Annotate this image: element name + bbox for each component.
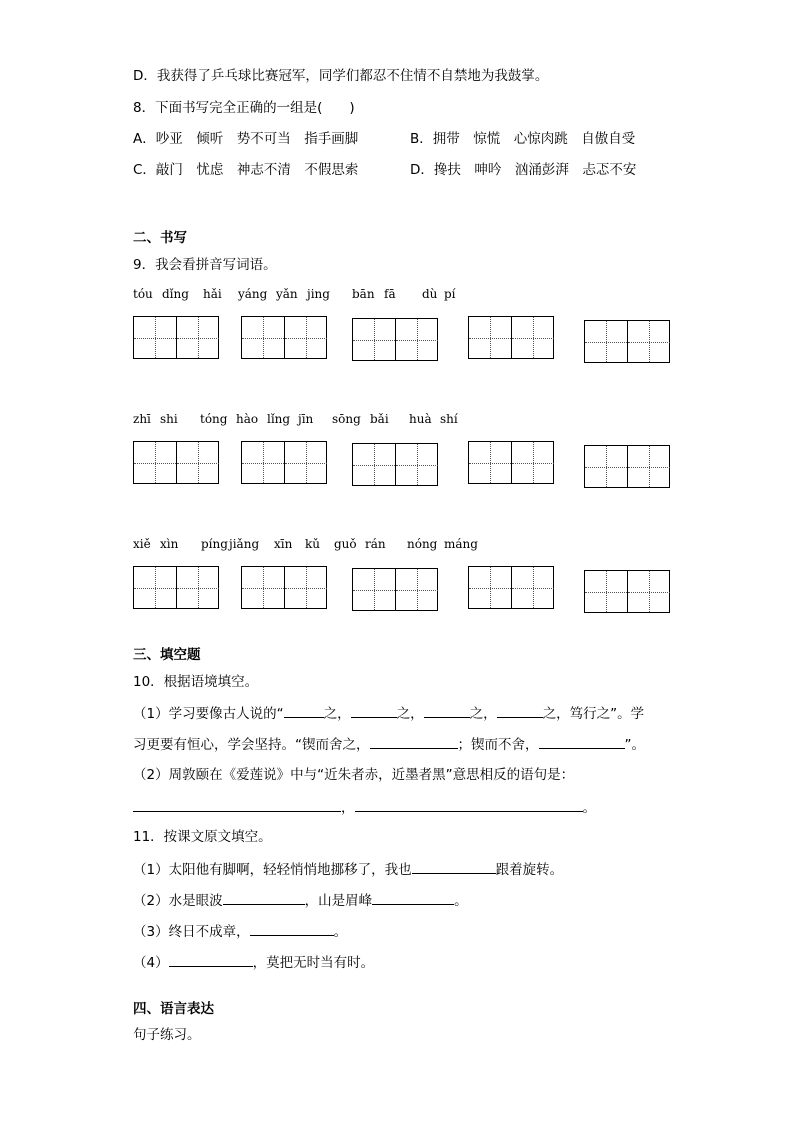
writing-grid[interactable] xyxy=(468,316,554,359)
answer-blank[interactable] xyxy=(412,859,496,874)
writing-grid[interactable] xyxy=(468,566,554,609)
pinyin: xiě xyxy=(133,537,151,551)
writing-grid[interactable] xyxy=(352,318,438,361)
pinyin: xīn xyxy=(274,537,293,551)
pinyin-row-3 xyxy=(133,537,693,555)
q10-1-text: ；锲而不舍， xyxy=(457,737,539,753)
answer-blank[interactable] xyxy=(351,703,397,718)
pinyin: jīn xyxy=(298,412,314,426)
q11-1 xyxy=(133,859,563,879)
answer-blank[interactable] xyxy=(250,921,334,936)
answer-blank[interactable] xyxy=(169,952,253,967)
q10-1-comma: ， xyxy=(410,706,424,722)
pinyin-row-1 xyxy=(133,287,693,305)
q8-option-c: C．敲门 忧虑 神志不清 不假思索 xyxy=(133,162,359,178)
pinyin: dù xyxy=(422,287,438,301)
pinyin: máng xyxy=(444,537,478,551)
q11-question: 11．按课文原文填空。 xyxy=(133,829,272,845)
pinyin: lǐng xyxy=(267,412,291,426)
pinyin: kǔ xyxy=(305,537,320,551)
q8-option-a: A．吵亚 倾听 势不可当 指手画脚 xyxy=(133,131,359,147)
writing-grid[interactable] xyxy=(133,566,219,609)
answer-blank[interactable] xyxy=(133,797,341,812)
q9-question: 9．我会看拼音写词语。 xyxy=(133,257,277,273)
q10-1-comma: ， xyxy=(483,706,497,722)
pinyin: huà xyxy=(409,412,432,426)
answer-blank[interactable] xyxy=(497,703,543,718)
q8-question: 8．下面书写完全正确的一组是( ) xyxy=(133,100,355,116)
q10-1-zhi: 之 xyxy=(323,706,338,722)
q10-1-text: 习更要有恒心，学会坚持。“锲而舍之， xyxy=(133,737,370,753)
q10-1-text: ”。 xyxy=(624,737,645,753)
pinyin: guǒ xyxy=(334,537,357,551)
pinyin: yáng xyxy=(238,287,268,301)
pinyin: tóu xyxy=(133,287,153,301)
q10-2-end: 。 xyxy=(582,800,596,816)
q10-question: 10．根据语境填空。 xyxy=(133,674,259,690)
pinyin: shí xyxy=(440,412,458,426)
q11-4 xyxy=(133,952,374,972)
pinyin: zhī xyxy=(133,412,151,426)
q11-4-text: （4） xyxy=(133,955,169,971)
pinyin: hǎi xyxy=(203,287,222,301)
writing-grid[interactable] xyxy=(241,566,327,609)
q11-4-text: ，莫把无时当有时。 xyxy=(252,955,375,971)
writing-grid[interactable] xyxy=(584,445,670,488)
q10-1-text: （1）学习要像古人说的“ xyxy=(133,706,284,722)
section-3-heading: 三、填空题 xyxy=(133,647,201,663)
q10-2-sep: ， xyxy=(341,800,355,816)
pinyin: xìn xyxy=(160,537,179,551)
pinyin: sōng xyxy=(332,412,361,426)
q11-3 xyxy=(133,921,347,941)
writing-grid[interactable] xyxy=(241,441,327,484)
pinyin: fā xyxy=(384,287,396,301)
writing-grid[interactable] xyxy=(352,568,438,611)
q10-2-question: （2）周敦颐在《爱莲说》中与“近朱者赤，近墨者黑”意思相反的语句是： xyxy=(133,767,575,783)
pinyin: jing xyxy=(307,287,330,301)
pinyin: shi xyxy=(160,412,178,426)
writing-grid[interactable] xyxy=(241,316,327,359)
q11-2-text: ，山是眉峰 xyxy=(304,893,373,909)
q11-1-text: （1）太阳他有脚啊，轻轻悄悄地挪移了，我也 xyxy=(133,862,412,878)
writing-grid[interactable] xyxy=(133,316,219,359)
section-4-sub: 句子练习。 xyxy=(133,1027,201,1043)
q10-1-line-2 xyxy=(133,734,645,754)
writing-grid[interactable] xyxy=(584,320,670,363)
writing-grid[interactable] xyxy=(584,570,670,613)
q10-1-text-end: 之，笃行之”。学 xyxy=(542,706,645,722)
pinyin: nóng xyxy=(407,537,438,551)
answer-blank[interactable] xyxy=(355,797,583,812)
writing-grid[interactable] xyxy=(468,441,554,484)
q11-3-text: （3）终日不成章， xyxy=(133,924,250,940)
q11-2 xyxy=(133,890,468,910)
pinyin: bān xyxy=(352,287,375,301)
q11-2-text: 。 xyxy=(454,893,468,909)
answer-blank[interactable] xyxy=(223,890,305,905)
q11-3-text: 。 xyxy=(333,924,348,940)
q10-1-comma: ， xyxy=(337,706,351,722)
q7-option-d: D．我获得了乒乓球比赛冠军，同学们都忍不住情不自禁地为我鼓掌。 xyxy=(133,68,549,84)
q11-2-text: （2）水是眼波 xyxy=(133,893,223,909)
pinyin: tóng xyxy=(200,412,228,426)
pinyin: pí xyxy=(444,287,456,301)
pinyin: dǐng xyxy=(162,287,189,301)
answer-blank[interactable] xyxy=(539,734,625,749)
pinyin: píng xyxy=(201,537,228,551)
pinyin: rán xyxy=(365,537,386,551)
answer-blank[interactable] xyxy=(284,703,324,718)
pinyin: bǎi xyxy=(370,412,389,426)
pinyin: yǎn xyxy=(276,287,298,301)
section-2-heading: 二、书写 xyxy=(133,230,187,246)
q10-1-zhi: 之 xyxy=(469,706,484,722)
answer-blank[interactable] xyxy=(372,890,454,905)
writing-grid[interactable] xyxy=(352,443,438,486)
pinyin: hào xyxy=(236,412,259,426)
answer-blank[interactable] xyxy=(370,734,458,749)
writing-grid[interactable] xyxy=(133,441,219,484)
pinyin-row-2 xyxy=(133,412,693,430)
q10-2-answer-line xyxy=(133,797,596,817)
section-4-heading: 四、语言表达 xyxy=(133,1001,214,1017)
q8-option-b: B．拥带 惊慌 心惊肉跳 自傲自受 xyxy=(410,131,636,147)
q10-1-zhi: 之 xyxy=(396,706,411,722)
answer-blank[interactable] xyxy=(424,703,470,718)
pinyin: jiǎng xyxy=(229,537,260,551)
q10-1-line-1 xyxy=(133,703,644,723)
q8-option-d: D．搀扶 呻吟 汹涌彭湃 忐忑不安 xyxy=(410,162,637,178)
q11-1-text: 跟着旋转。 xyxy=(495,862,564,878)
